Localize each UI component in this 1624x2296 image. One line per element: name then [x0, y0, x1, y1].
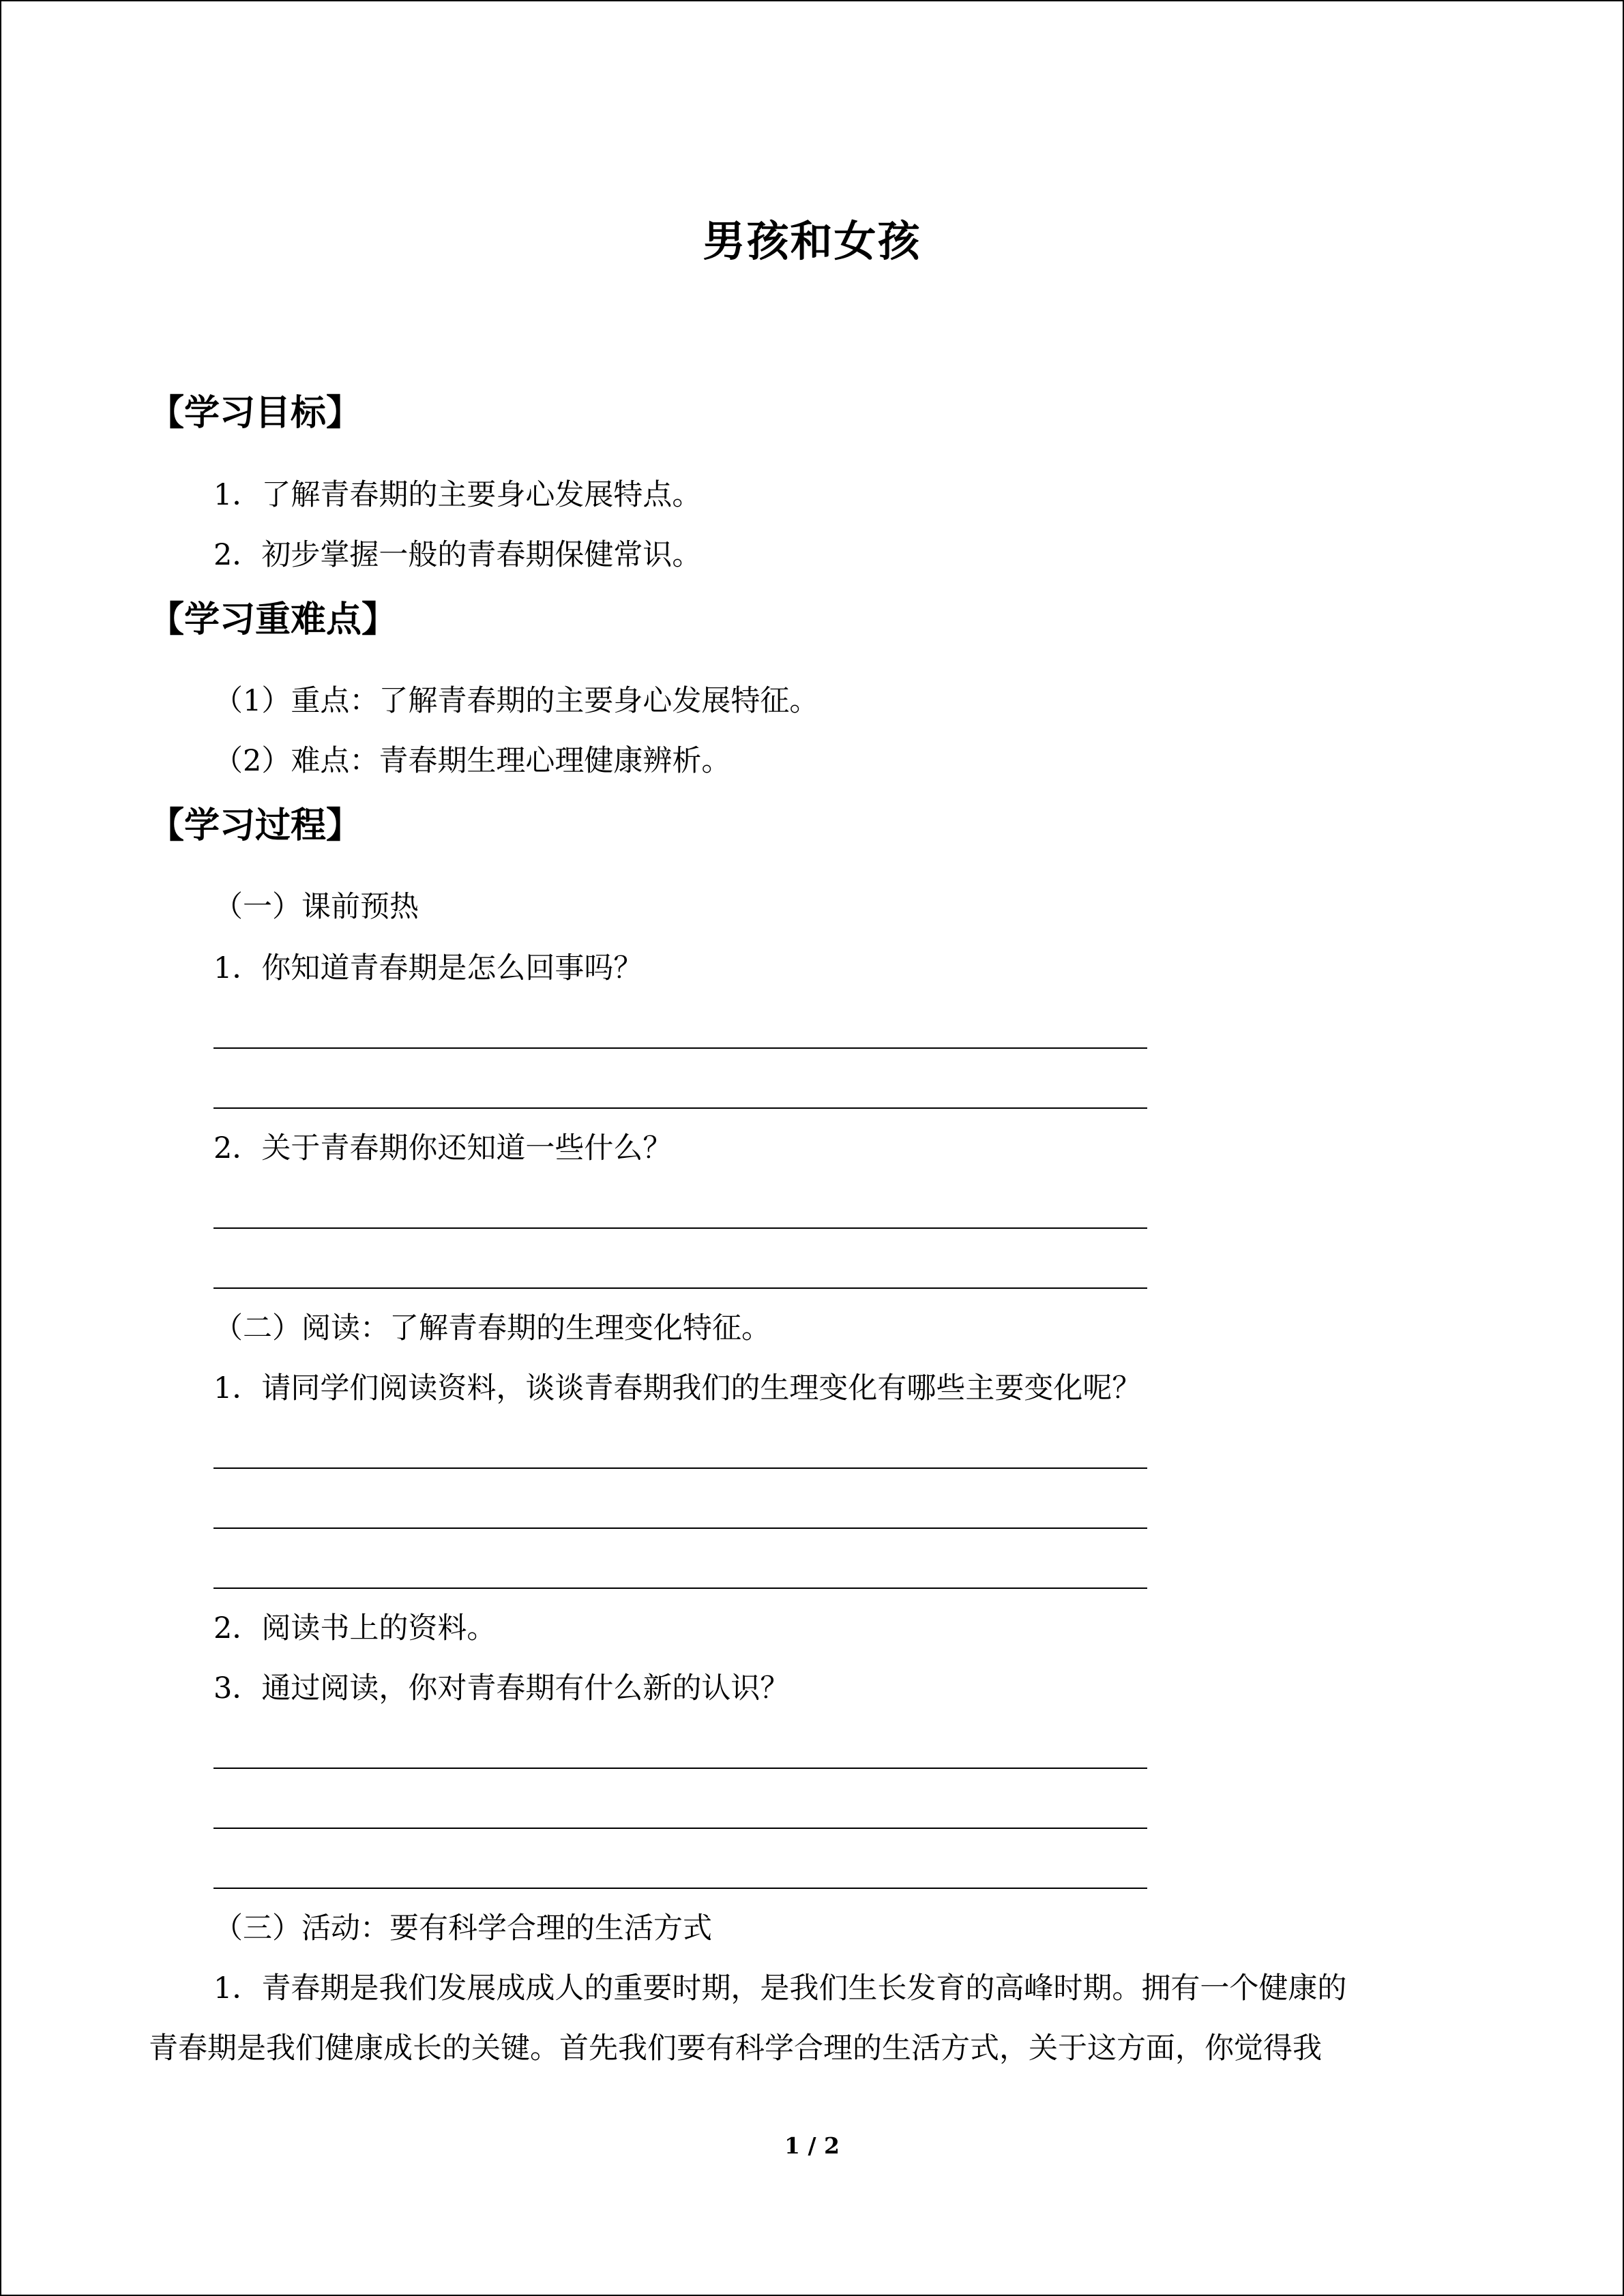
part2-question-2: 2．阅读书上的资料。	[213, 1611, 497, 1645]
answer-line[interactable]	[213, 1287, 1147, 1289]
answer-line[interactable]	[213, 1888, 1147, 1889]
part2-title: （二）阅读：了解青春期的生理变化特征。	[213, 1311, 771, 1345]
answer-line[interactable]	[213, 1828, 1147, 1829]
heading-learning-goals: 【学习目标】	[149, 393, 362, 434]
key-point-1: （1）重点：了解青春期的主要身心发展特征。	[213, 684, 819, 718]
part1-title: （一）课前预热	[213, 890, 419, 924]
answer-line[interactable]	[213, 1227, 1147, 1229]
heading-learning-process: 【学习过程】	[149, 805, 362, 846]
page-number: 1 / 2	[784, 2132, 840, 2159]
part3-paragraph-line-1: 1．青春期是我们发展成成人的重要时期，是我们生长发育的高峰时期。拥有一个健康的	[213, 1971, 1347, 2006]
part1-question-1: 1．你知道青春期是怎么回事吗？	[213, 951, 643, 985]
part2-question-1: 1．请同学们阅读资料，谈谈青春期我们的生理变化有哪些主要变化呢？	[213, 1371, 1142, 1405]
goal-item-1: 1．了解青春期的主要身心发展特点。	[213, 478, 702, 512]
page-title: 男孩和女孩	[703, 216, 921, 266]
answer-line[interactable]	[213, 1587, 1147, 1589]
heading-key-points: 【学习重难点】	[149, 599, 398, 640]
answer-line[interactable]	[213, 1768, 1147, 1769]
answer-line[interactable]	[213, 1047, 1147, 1049]
key-point-2: （2）难点：青春期生理心理健康辨析。	[213, 744, 731, 778]
answer-line[interactable]	[213, 1107, 1147, 1109]
answer-line[interactable]	[213, 1467, 1147, 1469]
part2-question-3: 3．通过阅读，你对青春期有什么新的认识？	[213, 1671, 790, 1705]
goal-item-2: 2．初步掌握一般的青春期保健常识。	[213, 538, 702, 572]
answer-line[interactable]	[213, 1527, 1147, 1529]
part3-title: （三）活动：要有科学合理的生活方式	[213, 1911, 712, 1945]
part3-paragraph-line-2: 青春期是我们健康成长的关键。首先我们要有科学合理的生活方式，关于这方面，你觉得我	[149, 2031, 1322, 2066]
part1-question-2: 2．关于青春期你还知道一些什么？	[213, 1131, 673, 1165]
